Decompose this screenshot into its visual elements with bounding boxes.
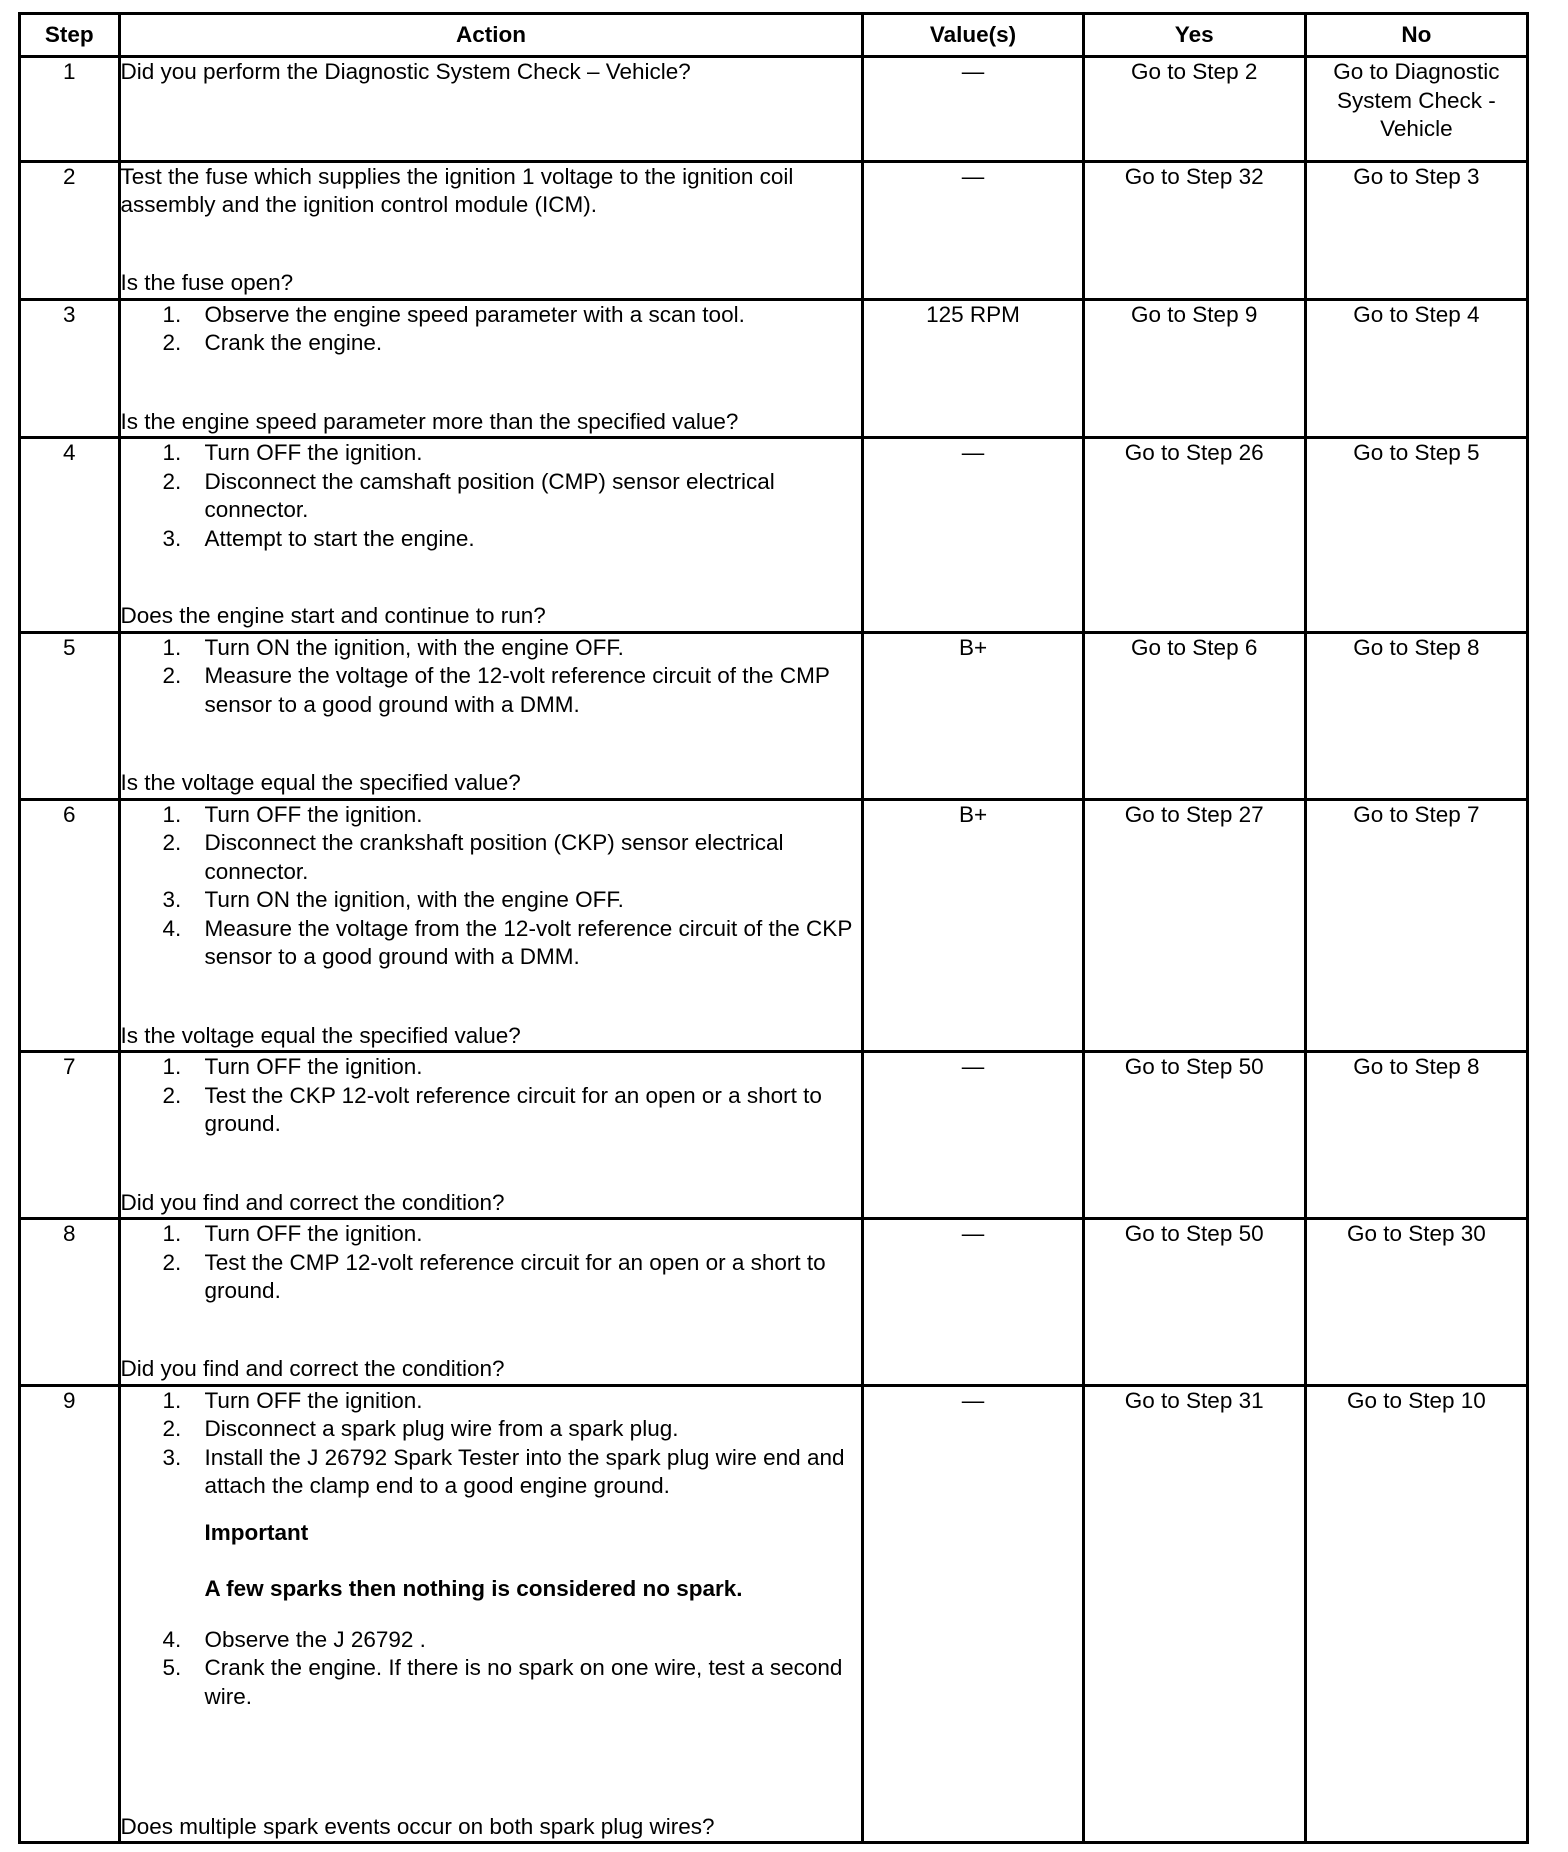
action-cell (119, 299, 863, 437)
table-row (20, 438, 1528, 633)
yes-link[interactable] (1083, 57, 1305, 162)
no-link-text[interactable]: Go to Diagnostic System Check - Vehicle (1333, 59, 1500, 141)
yes-link[interactable] (1083, 1219, 1305, 1386)
table-header-row (20, 14, 1528, 57)
value-cell: — (863, 438, 1083, 633)
action-steps-list (121, 801, 862, 972)
list-item: 3. Install the J 26792 Spark Tester into the spark plug wire end and attach the clamp end to a good engine ground. (162, 1444, 845, 1499)
action-steps-list (121, 301, 862, 358)
value-cell: — (863, 1385, 1083, 1842)
list-item: 3. Turn ON the ignition, with the engine OFF. (162, 887, 624, 913)
list-item: 1. Observe the engine speed parameter with a scan tool. (162, 301, 745, 327)
step-number: 9 (20, 1385, 120, 1842)
value-cell: — (863, 1052, 1083, 1219)
action-steps-list (121, 1053, 862, 1139)
yes-link[interactable] (1083, 799, 1305, 1052)
step-number: 8 (20, 1219, 120, 1386)
diagnostic-table (18, 12, 1529, 1844)
yes-link-text[interactable]: Go to Step 50 (1124, 1054, 1264, 1080)
action-steps-list (121, 634, 862, 720)
action-cell (119, 438, 863, 633)
action-question: Is the engine speed parameter more than the specified value? (120, 408, 739, 434)
no-link[interactable] (1305, 161, 1527, 299)
list-item: 2. Disconnect the crankshaft position (CKP) sensor electrical connector. (162, 830, 784, 884)
action-cell (119, 1052, 863, 1219)
table-row (20, 57, 1528, 162)
action-steps-list (121, 1220, 862, 1306)
important-note: A few sparks then nothing is considered no spark. (204, 1576, 743, 1602)
action-question: Is the voltage equal the specified value? (120, 770, 521, 796)
header-no: No (1305, 14, 1527, 57)
list-item: 2. Disconnect a spark plug wire from a spark plug. (162, 1416, 679, 1442)
action-cell (119, 799, 863, 1052)
action-steps-list (121, 1387, 862, 1501)
no-link-text[interactable]: Go to Step 7 (1353, 801, 1480, 827)
list-item: 4. Observe the J 26792 . (162, 1626, 426, 1652)
step-number: 3 (20, 299, 120, 437)
action-question: Is the voltage equal the specified value? (120, 1022, 521, 1048)
step-number: 6 (20, 799, 120, 1052)
value-cell: B+ (863, 799, 1083, 1052)
action-question: Did you find and correct the condition? (120, 1356, 505, 1382)
header-action: Action (119, 14, 863, 57)
action-intro: Did you perform the Diagnostic System Check – Vehicle? (120, 59, 691, 84)
step-number: 1 (20, 57, 120, 162)
list-item: 2. Disconnect the camshaft position (CMP) sensor electrical connector. (162, 468, 775, 523)
value-cell: B+ (863, 632, 1083, 799)
no-link[interactable] (1305, 1052, 1527, 1219)
yes-link-text[interactable]: Go to Step 9 (1131, 301, 1258, 327)
table-row (20, 1219, 1528, 1386)
action-question: Does the engine start and continue to run? (120, 603, 546, 629)
list-item: 3. Attempt to start the engine. (162, 525, 475, 551)
step-number: 7 (20, 1052, 120, 1219)
action-cell (119, 1385, 863, 1842)
table-row (20, 1385, 1528, 1842)
important-title: Important (204, 1519, 309, 1545)
step-number: 5 (20, 632, 120, 799)
yes-link[interactable] (1083, 1385, 1305, 1842)
list-item: 2. Crank the engine. (162, 330, 383, 356)
yes-link-text[interactable]: Go to Step 31 (1124, 1387, 1264, 1413)
action-cell (119, 57, 863, 162)
no-link[interactable] (1305, 57, 1527, 162)
yes-link[interactable] (1083, 161, 1305, 299)
list-item: 2. Measure the voltage of the 12-volt reference circuit of the CMP sensor to a good ground with a DMM. (162, 663, 830, 717)
yes-link[interactable] (1083, 632, 1305, 799)
yes-link[interactable] (1083, 438, 1305, 633)
action-question: Does multiple spark events occur on both spark plug wires? (120, 1813, 715, 1839)
action-cell (119, 1219, 863, 1386)
no-link-text[interactable]: Go to Step 4 (1353, 301, 1480, 327)
value-cell: — (863, 1219, 1083, 1386)
value-cell: 125 RPM (863, 299, 1083, 437)
yes-link-text[interactable]: Go to Step 32 (1124, 163, 1264, 189)
no-link-text[interactable]: Go to Step 10 (1346, 1387, 1486, 1413)
step-number: 4 (20, 438, 120, 633)
no-link[interactable] (1305, 799, 1527, 1052)
table-row (20, 299, 1528, 437)
action-steps-list (121, 1626, 862, 1712)
yes-link[interactable] (1083, 299, 1305, 437)
action-question: Did you find and correct the condition? (120, 1189, 505, 1215)
step-number: 2 (20, 161, 120, 299)
yes-link-text[interactable]: Go to Step 26 (1124, 440, 1264, 466)
action-intro: Test the fuse which supplies the ignition 1 voltage to the ignition coil assembly and the ignition control module (ICM). (120, 163, 794, 218)
no-link-text[interactable]: Go to Step 30 (1346, 1221, 1486, 1247)
no-link-text[interactable]: Go to Step 8 (1353, 634, 1480, 660)
no-link-text[interactable]: Go to Step 8 (1353, 1054, 1480, 1080)
table-row (20, 1052, 1528, 1219)
no-link[interactable] (1305, 438, 1527, 633)
yes-link[interactable] (1083, 1052, 1305, 1219)
table-row (20, 799, 1528, 1052)
no-link[interactable] (1305, 299, 1527, 437)
action-steps-list (121, 439, 862, 553)
no-link-text[interactable]: Go to Step 3 (1353, 163, 1480, 189)
no-link[interactable] (1305, 632, 1527, 799)
no-link[interactable] (1305, 1219, 1527, 1386)
list-item: 4. Measure the voltage from the 12-volt reference circuit of the CKP sensor to a good ground with a DMM. (162, 915, 852, 970)
list-item: 5. Crank the engine. If there is no spark on one wire, test a second wire. (162, 1655, 843, 1709)
list-item: 2. Test the CKP 12-volt reference circuit for an open or a short to ground. (162, 1082, 822, 1137)
list-item: 1. Turn OFF the ignition. (162, 440, 423, 466)
value-cell: — (863, 161, 1083, 299)
no-link-text[interactable]: Go to Step 5 (1353, 440, 1480, 466)
list-item: 1. Turn OFF the ignition. (162, 1221, 423, 1247)
yes-link-text[interactable]: Go to Step 2 (1131, 59, 1258, 84)
table-row (20, 161, 1528, 299)
list-item: 1. Turn OFF the ignition. (162, 801, 423, 827)
table-row (20, 632, 1528, 799)
action-cell (119, 632, 863, 799)
header-step: Step (20, 14, 120, 57)
list-item: 1. Turn OFF the ignition. (162, 1387, 423, 1413)
yes-link-text[interactable]: Go to Step 6 (1131, 634, 1258, 660)
yes-link-text[interactable]: Go to Step 50 (1124, 1221, 1264, 1247)
no-link[interactable] (1305, 1385, 1527, 1842)
header-values: Value(s) (863, 14, 1083, 57)
action-question: Is the fuse open? (120, 270, 294, 296)
yes-link-text[interactable]: Go to Step 27 (1124, 801, 1264, 827)
header-yes: Yes (1083, 14, 1305, 57)
list-item: 2. Test the CMP 12-volt reference circuit for an open or a short to ground. (162, 1249, 826, 1304)
value-cell: — (863, 57, 1083, 162)
list-item: 1. Turn ON the ignition, with the engine OFF. (162, 634, 624, 660)
action-cell (119, 161, 863, 299)
list-item: 1. Turn OFF the ignition. (162, 1054, 423, 1080)
